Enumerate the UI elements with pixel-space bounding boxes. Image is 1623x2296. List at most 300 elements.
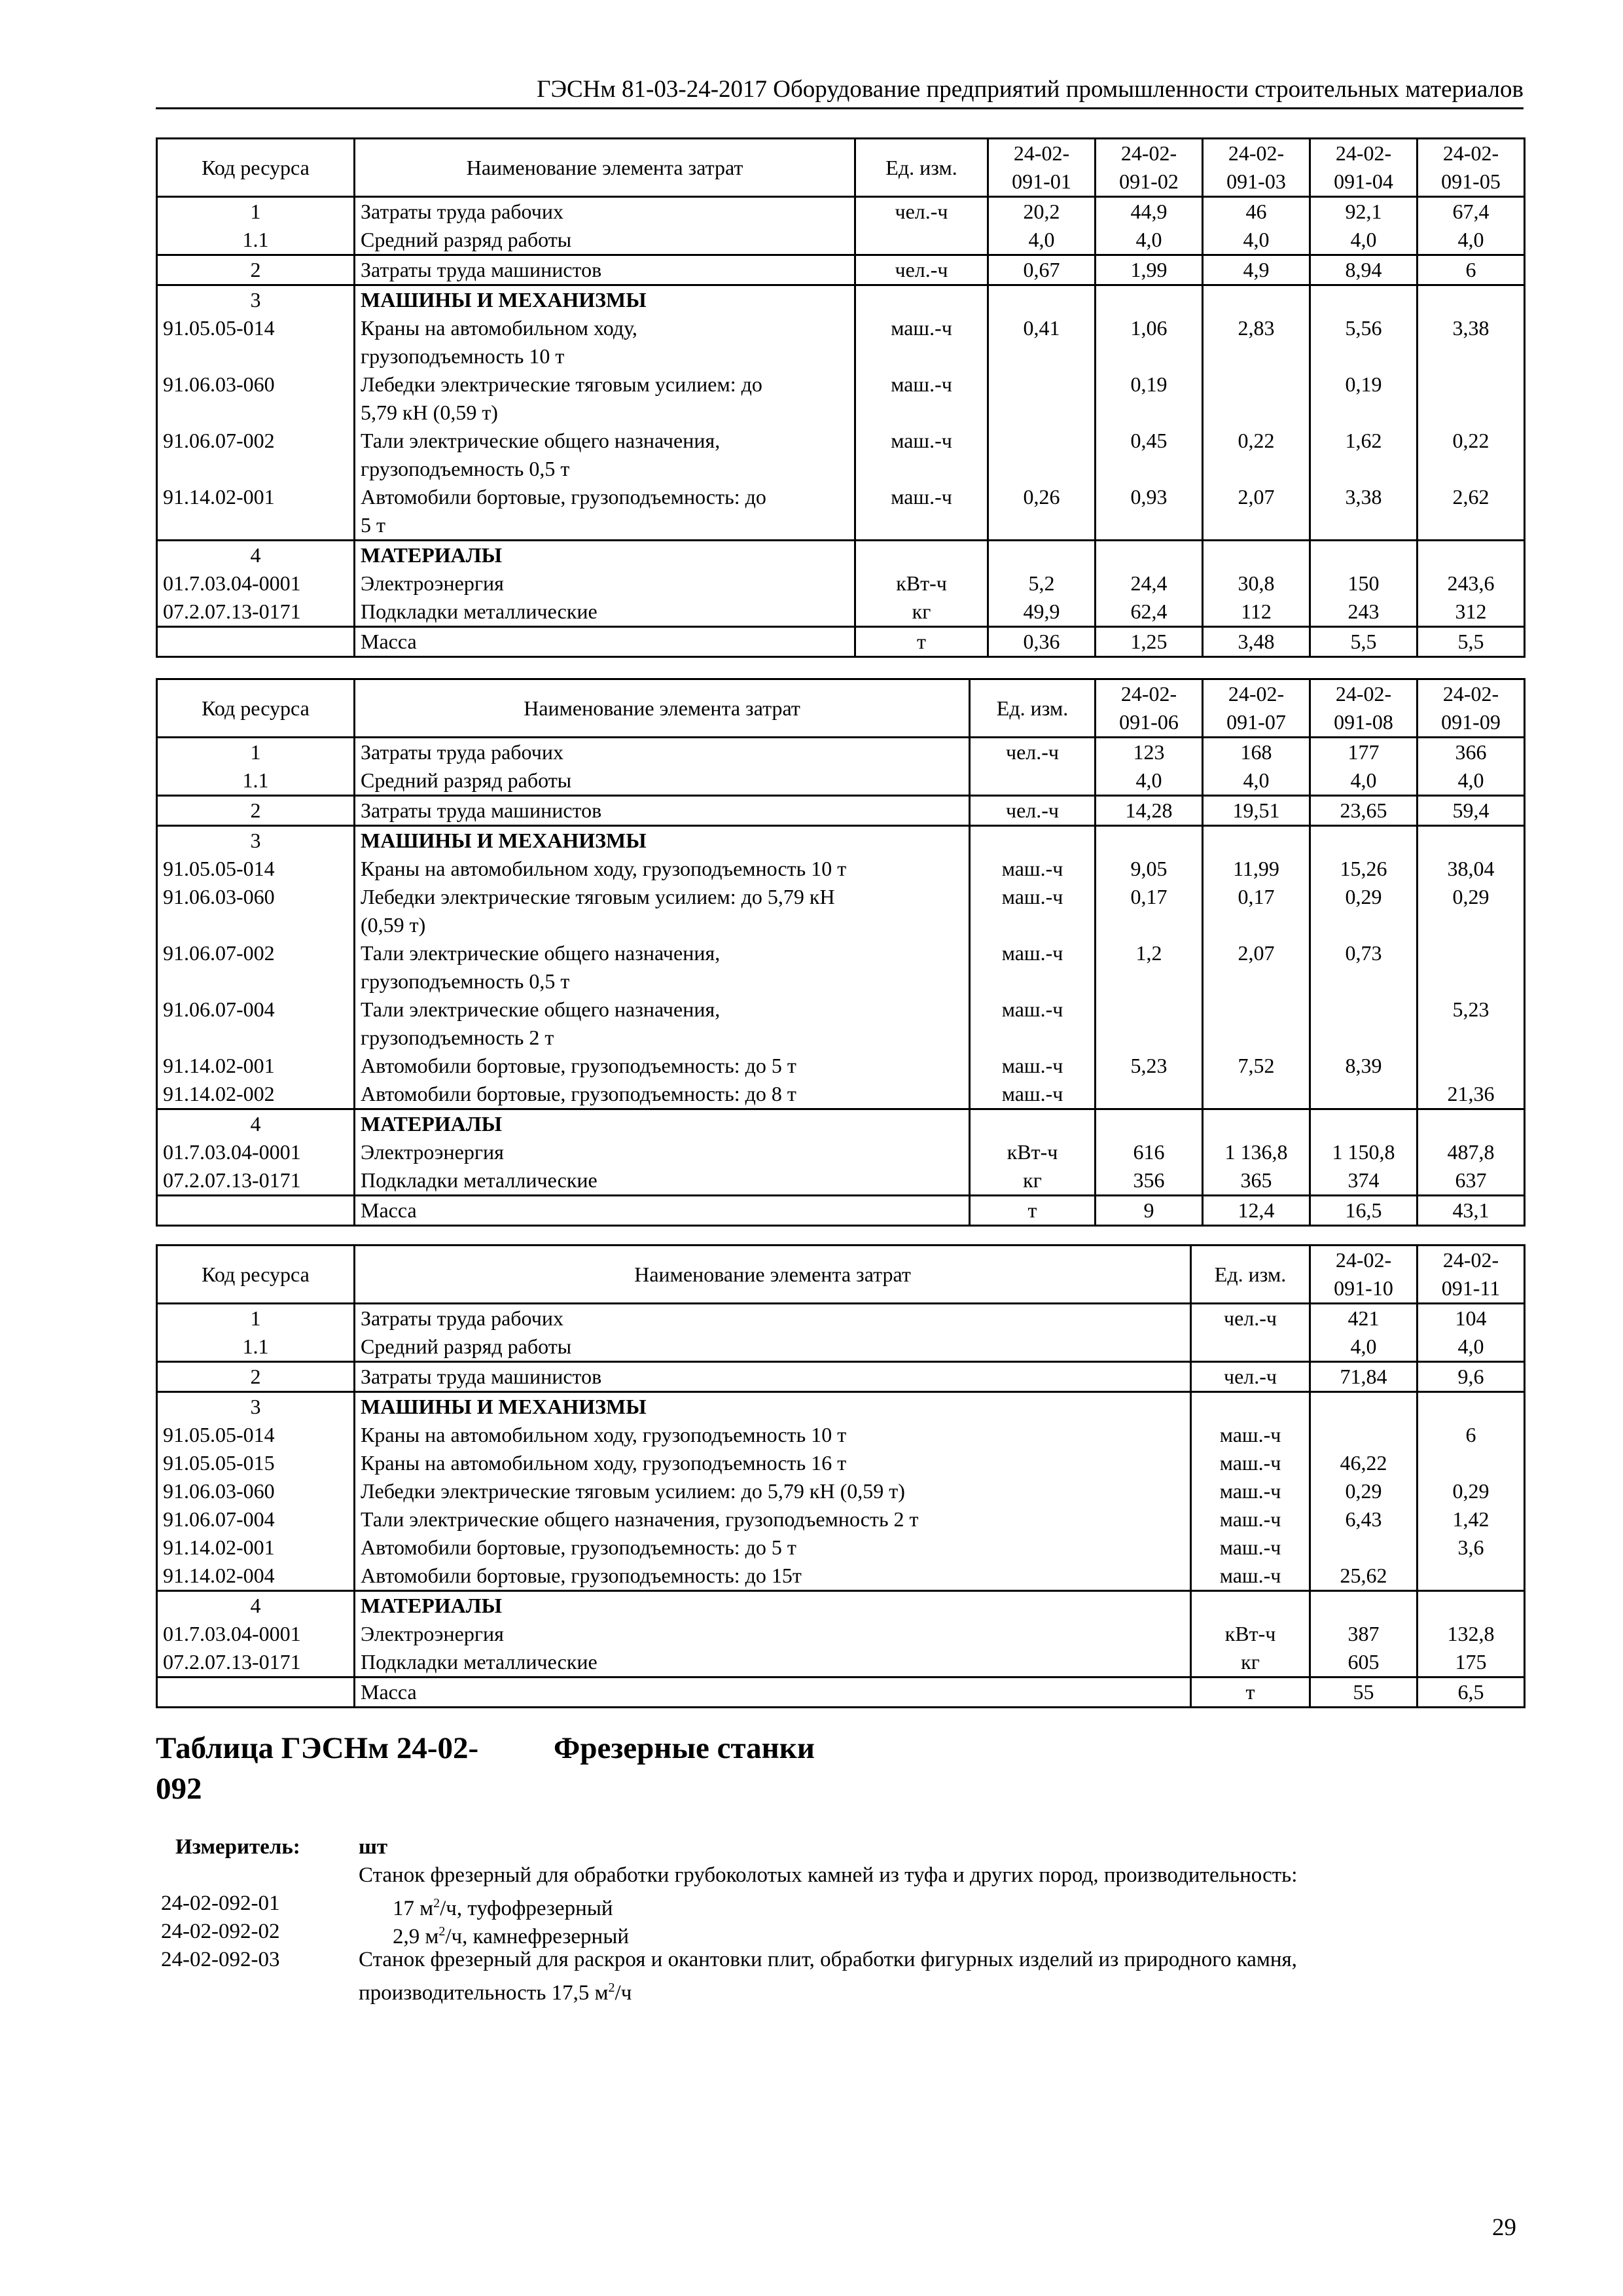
header-code: Код ресурса: [157, 679, 355, 738]
header-column-code: 24-02- 091-11: [1418, 1246, 1525, 1304]
resource-unit: маш.-ч: [970, 939, 1096, 996]
resource-value: 62,4: [1096, 598, 1203, 627]
resource-value: 38,04: [1418, 855, 1525, 883]
resource-value: 4,0: [1310, 226, 1418, 255]
resource-name: Автомобили бортовые, грузоподъемность: до 8 т: [355, 1080, 970, 1109]
resource-value: 67,4: [1418, 197, 1525, 226]
resource-value: 0,41: [988, 314, 1096, 370]
resource-value: 4,0: [988, 226, 1096, 255]
resource-value: 0,29: [1418, 883, 1525, 939]
resource-value: [988, 541, 1096, 570]
table-row: [157, 1052, 1525, 1080]
resource-value: 11,99: [1203, 855, 1310, 883]
resource-value: 5,23: [1096, 1052, 1203, 1080]
item-code-2: 24-02-092-02: [161, 1920, 280, 1943]
resource-name: Краны на автомобильном ходу, грузоподъемность 10 т: [355, 855, 970, 883]
resource-value: 55: [1310, 1677, 1418, 1708]
resource-name: Затраты труда машинистов: [355, 255, 855, 285]
resource-unit: чел.-ч: [1191, 1304, 1310, 1333]
resource-code: 91.06.07-002: [157, 939, 355, 996]
resource-value: 4,0: [1310, 766, 1418, 796]
header-column-code: 24-02- 091-02: [1096, 139, 1203, 197]
resource-value: 0,19: [1096, 370, 1203, 427]
table-row: [157, 1562, 1525, 1591]
resource-value: 15,26: [1310, 855, 1418, 883]
resource-code: 4: [157, 541, 355, 570]
resource-unit: маш.-ч: [970, 883, 1096, 939]
table-row: [157, 314, 1525, 370]
resource-value: 0,29: [1310, 1477, 1418, 1505]
resource-value: 43,1: [1418, 1196, 1525, 1226]
resource-value: 4,0: [1310, 1333, 1418, 1362]
resource-unit: маш.-ч: [855, 370, 988, 427]
table-row: [157, 483, 1525, 541]
header-column-code: 24-02- 091-04: [1310, 139, 1418, 197]
table-row: [157, 197, 1525, 226]
resource-value: [1096, 1080, 1203, 1109]
resource-value: 2,62: [1418, 483, 1525, 541]
resource-unit: маш.-ч: [1191, 1562, 1310, 1591]
resource-value: 312: [1418, 598, 1525, 627]
resource-unit: [1191, 1392, 1310, 1422]
resource-value: 637: [1418, 1166, 1525, 1196]
resource-value: 243: [1310, 598, 1418, 627]
resource-value: 12,4: [1203, 1196, 1310, 1226]
resource-code: 91.06.07-002: [157, 427, 355, 483]
resource-unit: кг: [970, 1166, 1096, 1196]
resource-value: 3,48: [1203, 627, 1310, 657]
resource-value: 1,2: [1096, 939, 1203, 996]
resource-value: [1418, 1449, 1525, 1477]
resource-name: Электроэнергия: [355, 1138, 970, 1166]
resource-value: 1 136,8: [1203, 1138, 1310, 1166]
resource-value: 2,83: [1203, 314, 1310, 370]
resource-name: Тали электрические общего назначения, грузоподъемность 0,5 т: [355, 427, 855, 483]
resource-value: 421: [1310, 1304, 1418, 1333]
header-unit: Ед. изм.: [1191, 1246, 1310, 1304]
resource-code: 1: [157, 1304, 355, 1333]
resource-unit: маш.-ч: [1191, 1477, 1310, 1505]
resource-unit: кг: [855, 598, 988, 627]
resource-unit: [970, 766, 1096, 796]
resource-value: 9: [1096, 1196, 1203, 1226]
resource-value: [1418, 1109, 1525, 1139]
table-row: [157, 370, 1525, 427]
resource-value: 605: [1310, 1648, 1418, 1677]
resource-value: 2,07: [1203, 939, 1310, 996]
resource-name: Краны на автомобильном ходу, грузоподъемность 10 т: [355, 314, 855, 370]
resource-value: 0,29: [1310, 883, 1418, 939]
resource-value: [1203, 541, 1310, 570]
resource-name: Краны на автомобильном ходу, грузоподъемность 16 т: [355, 1449, 1191, 1477]
resource-code: [157, 1677, 355, 1708]
table-row: [157, 738, 1525, 767]
resource-value: 3,38: [1418, 314, 1525, 370]
resource-code: 91.06.07-004: [157, 996, 355, 1052]
table-row: [157, 1591, 1525, 1621]
resource-name: Электроэнергия: [355, 569, 855, 598]
table-row: [157, 598, 1525, 627]
table-row: [157, 1505, 1525, 1534]
resource-value: [1418, 541, 1525, 570]
resource-unit: маш.-ч: [970, 855, 1096, 883]
table-row: [157, 1620, 1525, 1648]
header-unit: Ед. изм.: [970, 679, 1096, 738]
resource-name: Затраты труда машинистов: [355, 1362, 1191, 1392]
resource-unit: кг: [1191, 1648, 1310, 1677]
resource-value: 5,5: [1418, 627, 1525, 657]
resource-name: Средний разряд работы: [355, 226, 855, 255]
resource-value: 6: [1418, 255, 1525, 285]
resource-code: 07.2.07.13-0171: [157, 1166, 355, 1196]
table-row: [157, 766, 1525, 796]
resource-code: 91.05.05-015: [157, 1449, 355, 1477]
resource-value: [1310, 1109, 1418, 1139]
resource-name: Подкладки металлические: [355, 1648, 1191, 1677]
resource-name: МАШИНЫ И МЕХАНИЗМЫ: [355, 826, 970, 855]
resource-unit: маш.-ч: [855, 483, 988, 541]
table-row: [157, 255, 1525, 285]
table-row: [157, 1138, 1525, 1166]
resource-value: 0,36: [988, 627, 1096, 657]
resource-value: 4,0: [1418, 766, 1525, 796]
page-number: 29: [1492, 2214, 1516, 2241]
resource-value: [1418, 1562, 1525, 1591]
table-row: [157, 1304, 1525, 1333]
resource-value: 366: [1418, 738, 1525, 767]
resource-unit: кВт-ч: [970, 1138, 1096, 1166]
resource-value: 3,38: [1310, 483, 1418, 541]
resource-value: 168: [1203, 738, 1310, 767]
resource-value: [988, 427, 1096, 483]
resource-value: [1310, 285, 1418, 315]
resource-value: [1203, 370, 1310, 427]
resource-unit: [855, 541, 988, 570]
resource-value: 1,62: [1310, 427, 1418, 483]
resource-code: 91.06.03-060: [157, 370, 355, 427]
resource-code: 07.2.07.13-0171: [157, 1648, 355, 1677]
resource-value: 9,05: [1096, 855, 1203, 883]
table-row: [157, 826, 1525, 855]
resource-value: [1310, 1392, 1418, 1422]
resource-value: [1310, 1080, 1418, 1109]
resource-value: [1203, 1109, 1310, 1139]
resource-value: 71,84: [1310, 1362, 1418, 1392]
resource-value: 21,36: [1418, 1080, 1525, 1109]
resource-code: 91.05.05-014: [157, 1421, 355, 1449]
resource-value: [1418, 1392, 1525, 1422]
item-desc-3-line1: Станок фрезерный для раскроя и окантовки плит, обработки фигурных изделий из природного камня,: [359, 1948, 1297, 1971]
resource-code: 1: [157, 197, 355, 226]
table-row: [157, 796, 1525, 826]
resource-unit: маш.-ч: [855, 427, 988, 483]
header-column-code: 24-02- 091-03: [1203, 139, 1310, 197]
resource-name: МАТЕРИАЛЫ: [355, 1591, 1191, 1621]
resource-unit: маш.-ч: [1191, 1505, 1310, 1534]
resource-value: [1418, 826, 1525, 855]
resource-name: Средний разряд работы: [355, 766, 970, 796]
resource-value: 46: [1203, 197, 1310, 226]
table-row: [157, 541, 1525, 570]
resource-name: МАШИНЫ И МЕХАНИЗМЫ: [355, 1392, 1191, 1422]
resource-code: 3: [157, 1392, 355, 1422]
resource-value: 8,39: [1310, 1052, 1418, 1080]
resource-value: 4,9: [1203, 255, 1310, 285]
resource-name: МАШИНЫ И МЕХАНИЗМЫ: [355, 285, 855, 315]
resource-value: 243,6: [1418, 569, 1525, 598]
table-row: [157, 1392, 1525, 1422]
resource-name: Краны на автомобильном ходу, грузоподъемность 10 т: [355, 1421, 1191, 1449]
resource-unit: чел.-ч: [970, 738, 1096, 767]
resource-value: 387: [1310, 1620, 1418, 1648]
resource-name: Затраты труда рабочих: [355, 738, 970, 767]
resource-code: 2: [157, 796, 355, 826]
header-column-code: 24-02- 091-06: [1096, 679, 1203, 738]
table-row: [157, 1449, 1525, 1477]
table-row: [157, 1362, 1525, 1392]
table-row: [157, 1534, 1525, 1562]
table-number-line2: 092: [156, 1772, 202, 1806]
header-name: Наименование элемента затрат: [355, 139, 855, 197]
resource-value: 1,06: [1096, 314, 1203, 370]
table-header-row: [157, 139, 1525, 197]
table-row: [157, 285, 1525, 315]
resource-value: 0,67: [988, 255, 1096, 285]
resource-value: 6,5: [1418, 1677, 1525, 1708]
resource-value: 19,51: [1203, 796, 1310, 826]
header-column-code: 24-02- 091-09: [1418, 679, 1525, 738]
resource-value: 6,43: [1310, 1505, 1418, 1534]
table-row: [157, 883, 1525, 939]
resource-value: 123: [1096, 738, 1203, 767]
resource-value: 132,8: [1418, 1620, 1525, 1648]
resource-value: [1096, 826, 1203, 855]
resource-value: 4,0: [1203, 226, 1310, 255]
resource-value: [1310, 541, 1418, 570]
resource-value: 0,17: [1096, 883, 1203, 939]
item-desc-1: 17 $м^2/ч$, туфофрезерный: [393, 1896, 613, 1920]
resource-name: Тали электрические общего назначения, грузоподъемность 2 т: [355, 996, 970, 1052]
resource-value: [988, 370, 1096, 427]
table-row: [157, 1677, 1525, 1708]
table-row: [157, 1421, 1525, 1449]
resource-code: 91.14.02-001: [157, 1534, 355, 1562]
resource-code: 01.7.03.04-0001: [157, 1138, 355, 1166]
resource-value: 5,23: [1418, 996, 1525, 1052]
resource-value: 365: [1203, 1166, 1310, 1196]
item-code-3: 24-02-092-03: [161, 1948, 280, 1971]
header-column-code: 24-02- 091-10: [1310, 1246, 1418, 1304]
header-column-code: 24-02- 091-05: [1418, 139, 1525, 197]
table-title: [156, 1728, 815, 1809]
resource-value: 6: [1418, 1421, 1525, 1449]
table-row: [157, 939, 1525, 996]
resource-unit: чел.-ч: [855, 255, 988, 285]
resource-code: 91.05.05-014: [157, 855, 355, 883]
resource-code: 3: [157, 285, 355, 315]
resource-value: 4,0: [1096, 226, 1203, 255]
resource-unit: чел.-ч: [1191, 1362, 1310, 1392]
resource-code: 91.14.02-001: [157, 483, 355, 541]
resource-value: [1096, 285, 1203, 315]
table-row: [157, 569, 1525, 598]
resource-value: [1203, 996, 1310, 1052]
item-desc-3-line2: производительность 17,5 $м^2/ч$: [359, 1981, 632, 2005]
resource-code: 07.2.07.13-0171: [157, 598, 355, 627]
header-column-code: 24-02- 091-08: [1310, 679, 1418, 738]
resource-value: [1203, 826, 1310, 855]
resource-value: 112: [1203, 598, 1310, 627]
resource-value: [1310, 996, 1418, 1052]
resource-name: Затраты труда рабочих: [355, 1304, 1191, 1333]
resource-unit: [970, 826, 1096, 855]
resource-code: 01.7.03.04-0001: [157, 569, 355, 598]
resource-table-1: [156, 137, 1525, 658]
resource-code: [157, 1196, 355, 1226]
resource-name: Лебедки электрические тяговым усилием: до 5,79 кН (0,59 т): [355, 883, 970, 939]
resource-value: 0,17: [1203, 883, 1310, 939]
resource-value: [1203, 285, 1310, 315]
resource-value: 0,22: [1203, 427, 1310, 483]
resource-unit: кВт-ч: [855, 569, 988, 598]
resource-value: 7,52: [1203, 1052, 1310, 1080]
resource-value: 9,6: [1418, 1362, 1525, 1392]
meter-intro: Станок фрезерный для обработки грубоколотых камней из туфа и других пород, производительность:: [359, 1863, 1298, 1887]
resource-unit: [855, 285, 988, 315]
resource-value: 8,94: [1310, 255, 1418, 285]
resource-code: 91.06.03-060: [157, 1477, 355, 1505]
resource-value: 0,45: [1096, 427, 1203, 483]
meter-value: шт: [359, 1835, 388, 1859]
resource-value: [1310, 826, 1418, 855]
meter-label: Измеритель:: [175, 1835, 300, 1859]
table-row: [157, 1080, 1525, 1109]
resource-value: [988, 285, 1096, 315]
resource-value: 1,99: [1096, 255, 1203, 285]
resource-code: 3: [157, 826, 355, 855]
header-name: Наименование элемента затрат: [355, 1246, 1191, 1304]
resource-value: [1203, 1080, 1310, 1109]
resource-name: Подкладки металлические: [355, 1166, 970, 1196]
resource-value: 150: [1310, 569, 1418, 598]
resource-name: Электроэнергия: [355, 1620, 1191, 1648]
resource-value: 30,8: [1203, 569, 1310, 598]
resource-name: Подкладки металлические: [355, 598, 855, 627]
resource-code: [157, 627, 355, 657]
resource-value: 4,0: [1096, 766, 1203, 796]
resource-value: 46,22: [1310, 1449, 1418, 1477]
resource-value: 0,93: [1096, 483, 1203, 541]
resource-value: 20,2: [988, 197, 1096, 226]
resource-value: 16,5: [1310, 1196, 1418, 1226]
resource-unit: [855, 226, 988, 255]
resource-value: [1418, 285, 1525, 315]
resource-code: 91.14.02-001: [157, 1052, 355, 1080]
resource-table-2: [156, 678, 1525, 1227]
table-row: [157, 1648, 1525, 1677]
resource-unit: маш.-ч: [970, 1052, 1096, 1080]
resource-code: 1.1: [157, 766, 355, 796]
table-header-row: [157, 679, 1525, 738]
resource-name: МАТЕРИАЛЫ: [355, 1109, 970, 1139]
resource-code: 91.05.05-014: [157, 314, 355, 370]
resource-value: [1096, 541, 1203, 570]
resource-unit: кВт-ч: [1191, 1620, 1310, 1648]
resource-value: [1096, 1109, 1203, 1139]
resource-value: 5,2: [988, 569, 1096, 598]
resource-value: [1310, 1421, 1418, 1449]
resource-value: [1310, 1534, 1418, 1562]
header-column-code: 24-02- 091-01: [988, 139, 1096, 197]
resource-value: [1418, 370, 1525, 427]
resource-value: 0,73: [1310, 939, 1418, 996]
resource-name: Затраты труда рабочих: [355, 197, 855, 226]
resource-value: 14,28: [1096, 796, 1203, 826]
resource-name: Масса: [355, 1196, 970, 1226]
resource-value: 374: [1310, 1166, 1418, 1196]
resource-value: 1 150,8: [1310, 1138, 1418, 1166]
header-code: Код ресурса: [157, 1246, 355, 1304]
resource-code: 91.14.02-002: [157, 1080, 355, 1109]
resource-value: 4,0: [1418, 226, 1525, 255]
resource-value: 59,4: [1418, 796, 1525, 826]
resource-code: 4: [157, 1591, 355, 1621]
resource-unit: т: [1191, 1677, 1310, 1708]
resource-value: 4,0: [1203, 766, 1310, 796]
resource-name: Средний разряд работы: [355, 1333, 1191, 1362]
resource-value: [1096, 996, 1203, 1052]
table-row: [157, 226, 1525, 255]
resource-code: 1: [157, 738, 355, 767]
resource-code: 91.06.03-060: [157, 883, 355, 939]
resource-unit: т: [970, 1196, 1096, 1226]
table-number-line1: Таблица ГЭСНм 24-02-: [156, 1731, 479, 1765]
resource-unit: маш.-ч: [1191, 1449, 1310, 1477]
table-row: [157, 427, 1525, 483]
resource-value: 175: [1418, 1648, 1525, 1677]
resource-value: [1418, 1591, 1525, 1621]
resource-value: 25,62: [1310, 1562, 1418, 1591]
table-row: [157, 1477, 1525, 1505]
resource-name: Автомобили бортовые, грузоподъемность: до 5 т: [355, 1052, 970, 1080]
resource-value: 5,5: [1310, 627, 1418, 657]
resource-unit: маш.-ч: [1191, 1421, 1310, 1449]
resource-code: 1.1: [157, 1333, 355, 1362]
resource-value: 1,25: [1096, 627, 1203, 657]
resource-value: 4,0: [1418, 1333, 1525, 1362]
table-row: [157, 627, 1525, 657]
resource-code: 2: [157, 255, 355, 285]
resource-value: 3,6: [1418, 1534, 1525, 1562]
resource-unit: маш.-ч: [970, 1080, 1096, 1109]
resource-name: Масса: [355, 1677, 1191, 1708]
table-row: [157, 855, 1525, 883]
resource-unit: маш.-ч: [970, 996, 1096, 1052]
resource-unit: чел.-ч: [970, 796, 1096, 826]
resource-value: 356: [1096, 1166, 1203, 1196]
table-row: [157, 1196, 1525, 1226]
header-code: Код ресурса: [157, 139, 355, 197]
resource-name: МАТЕРИАЛЫ: [355, 541, 855, 570]
resource-value: 487,8: [1418, 1138, 1525, 1166]
resource-value: 0,26: [988, 483, 1096, 541]
resource-unit: [1191, 1591, 1310, 1621]
resource-unit: маш.-ч: [1191, 1534, 1310, 1562]
resource-name: Тали электрические общего назначения, грузоподъемность 0,5 т: [355, 939, 970, 996]
header-column-code: 24-02- 091-07: [1203, 679, 1310, 738]
resource-value: 177: [1310, 738, 1418, 767]
resource-value: [1418, 1052, 1525, 1080]
